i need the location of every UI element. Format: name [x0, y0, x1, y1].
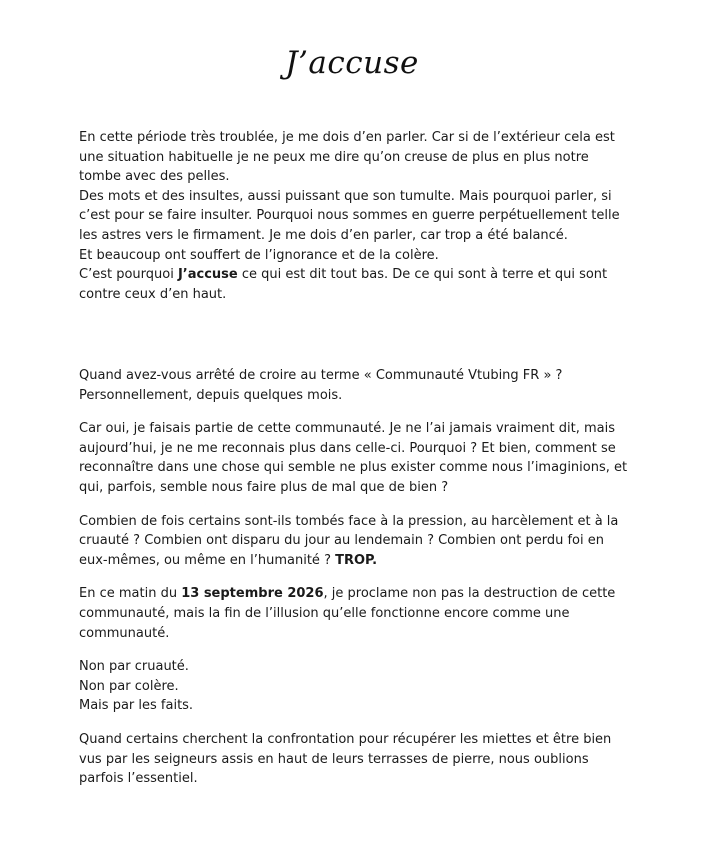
text-segment: En ce matin du: [79, 586, 182, 602]
text-line: tombe avec des pelles.: [79, 169, 230, 185]
paragraph-essential: [79, 730, 639, 789]
text-line: Quand avez-vous arrêté de croire au terme « Communauté Vtubing FR » ?: [79, 368, 563, 383]
text-segment: ce qui est dit tout bas. De ce qui sont à terre et qui sont: [237, 267, 608, 283]
paragraph-proclamation: [79, 584, 639, 643]
text-line: une situation habituelle je ne peux me dire qu’on creuse de plus en plus notre: [79, 149, 589, 165]
text-line: vus par les seigneurs assis en haut de leurs terrasses de pierre, nous oublions: [79, 751, 589, 767]
text-line: les astres vers le firmament. Je me dois d’en parler, car trop a été balancé.: [79, 227, 568, 243]
text-line: c’est pour se faire insulter. Pourquoi nous sommes en guerre perpétuellement telle: [79, 208, 620, 224]
text-line: Personnellement, depuis quelques mois.: [79, 387, 343, 403]
text-line: reconnaître dans une chose qui semble ne plus exister comme nous l’imaginions, et: [79, 460, 628, 476]
paragraph-community: [79, 419, 639, 497]
text-line: Mais par les faits.: [79, 698, 194, 714]
text-line: [79, 551, 639, 571]
text-line: communauté.: [79, 625, 170, 641]
text-line: contre ceux d’en haut.: [79, 286, 227, 302]
text-line: parfois l’essentiel.: [79, 771, 198, 787]
paragraph-reasons: [79, 657, 639, 716]
text-line: En cette période très troublée, je me dois d’en parler. Car si de l’extérieur cela est: [79, 130, 615, 145]
paragraph-pressure: [79, 512, 639, 571]
text-line: communauté, mais la fin de l’illusion qu’elle fonctionne encore comme une: [79, 605, 570, 621]
date-emphasis: 13 septembre 2026: [181, 586, 324, 602]
text-line: [79, 265, 639, 285]
document-title: J’accuse: [285, 45, 419, 81]
text-line: qui, parfois, semble nous faire plus de mal que de bien ?: [79, 479, 449, 495]
text-line: Non par cruauté.: [79, 659, 189, 675]
main-text: [79, 366, 639, 803]
jaccuse-emphasis: J’accuse: [177, 267, 238, 283]
text-line: [79, 584, 639, 604]
text-line: Non par colère.: [79, 678, 179, 694]
paragraph-question: [79, 366, 639, 405]
text-line: Combien de fois certains sont-ils tombés face à la pression, au harcèlement et à la: [79, 513, 619, 529]
text-segment: eux-mêmes, ou même en l’humanité ?: [79, 552, 336, 568]
text-line: Quand certains cherchent la confrontation pour récupérer les miettes et être bien: [79, 731, 612, 747]
intro-paragraph: [79, 128, 639, 304]
trop-emphasis: TROP.: [335, 552, 378, 568]
text-segment: C’est pourquoi: [79, 267, 178, 283]
text-segment: , je proclame non pas la destruction de cette: [323, 586, 616, 602]
text-line: Et beaucoup ont souffert de l’ignorance et de la colère.: [79, 247, 439, 263]
text-line: cruauté ? Combien ont disparu du jour au lendemain ? Combien ont perdu foi en: [79, 533, 604, 549]
text-line: aujourd’hui, je ne me reconnais plus dans celle-ci. Pourquoi ? Et bien, comment se: [79, 440, 616, 456]
text-line: Des mots et des insultes, aussi puissant que son tumulte. Mais pourquoi parler, si: [79, 188, 612, 204]
text-line: Car oui, je faisais partie de cette communauté. Je ne l’ai jamais vraiment dit, mais: [79, 421, 615, 437]
